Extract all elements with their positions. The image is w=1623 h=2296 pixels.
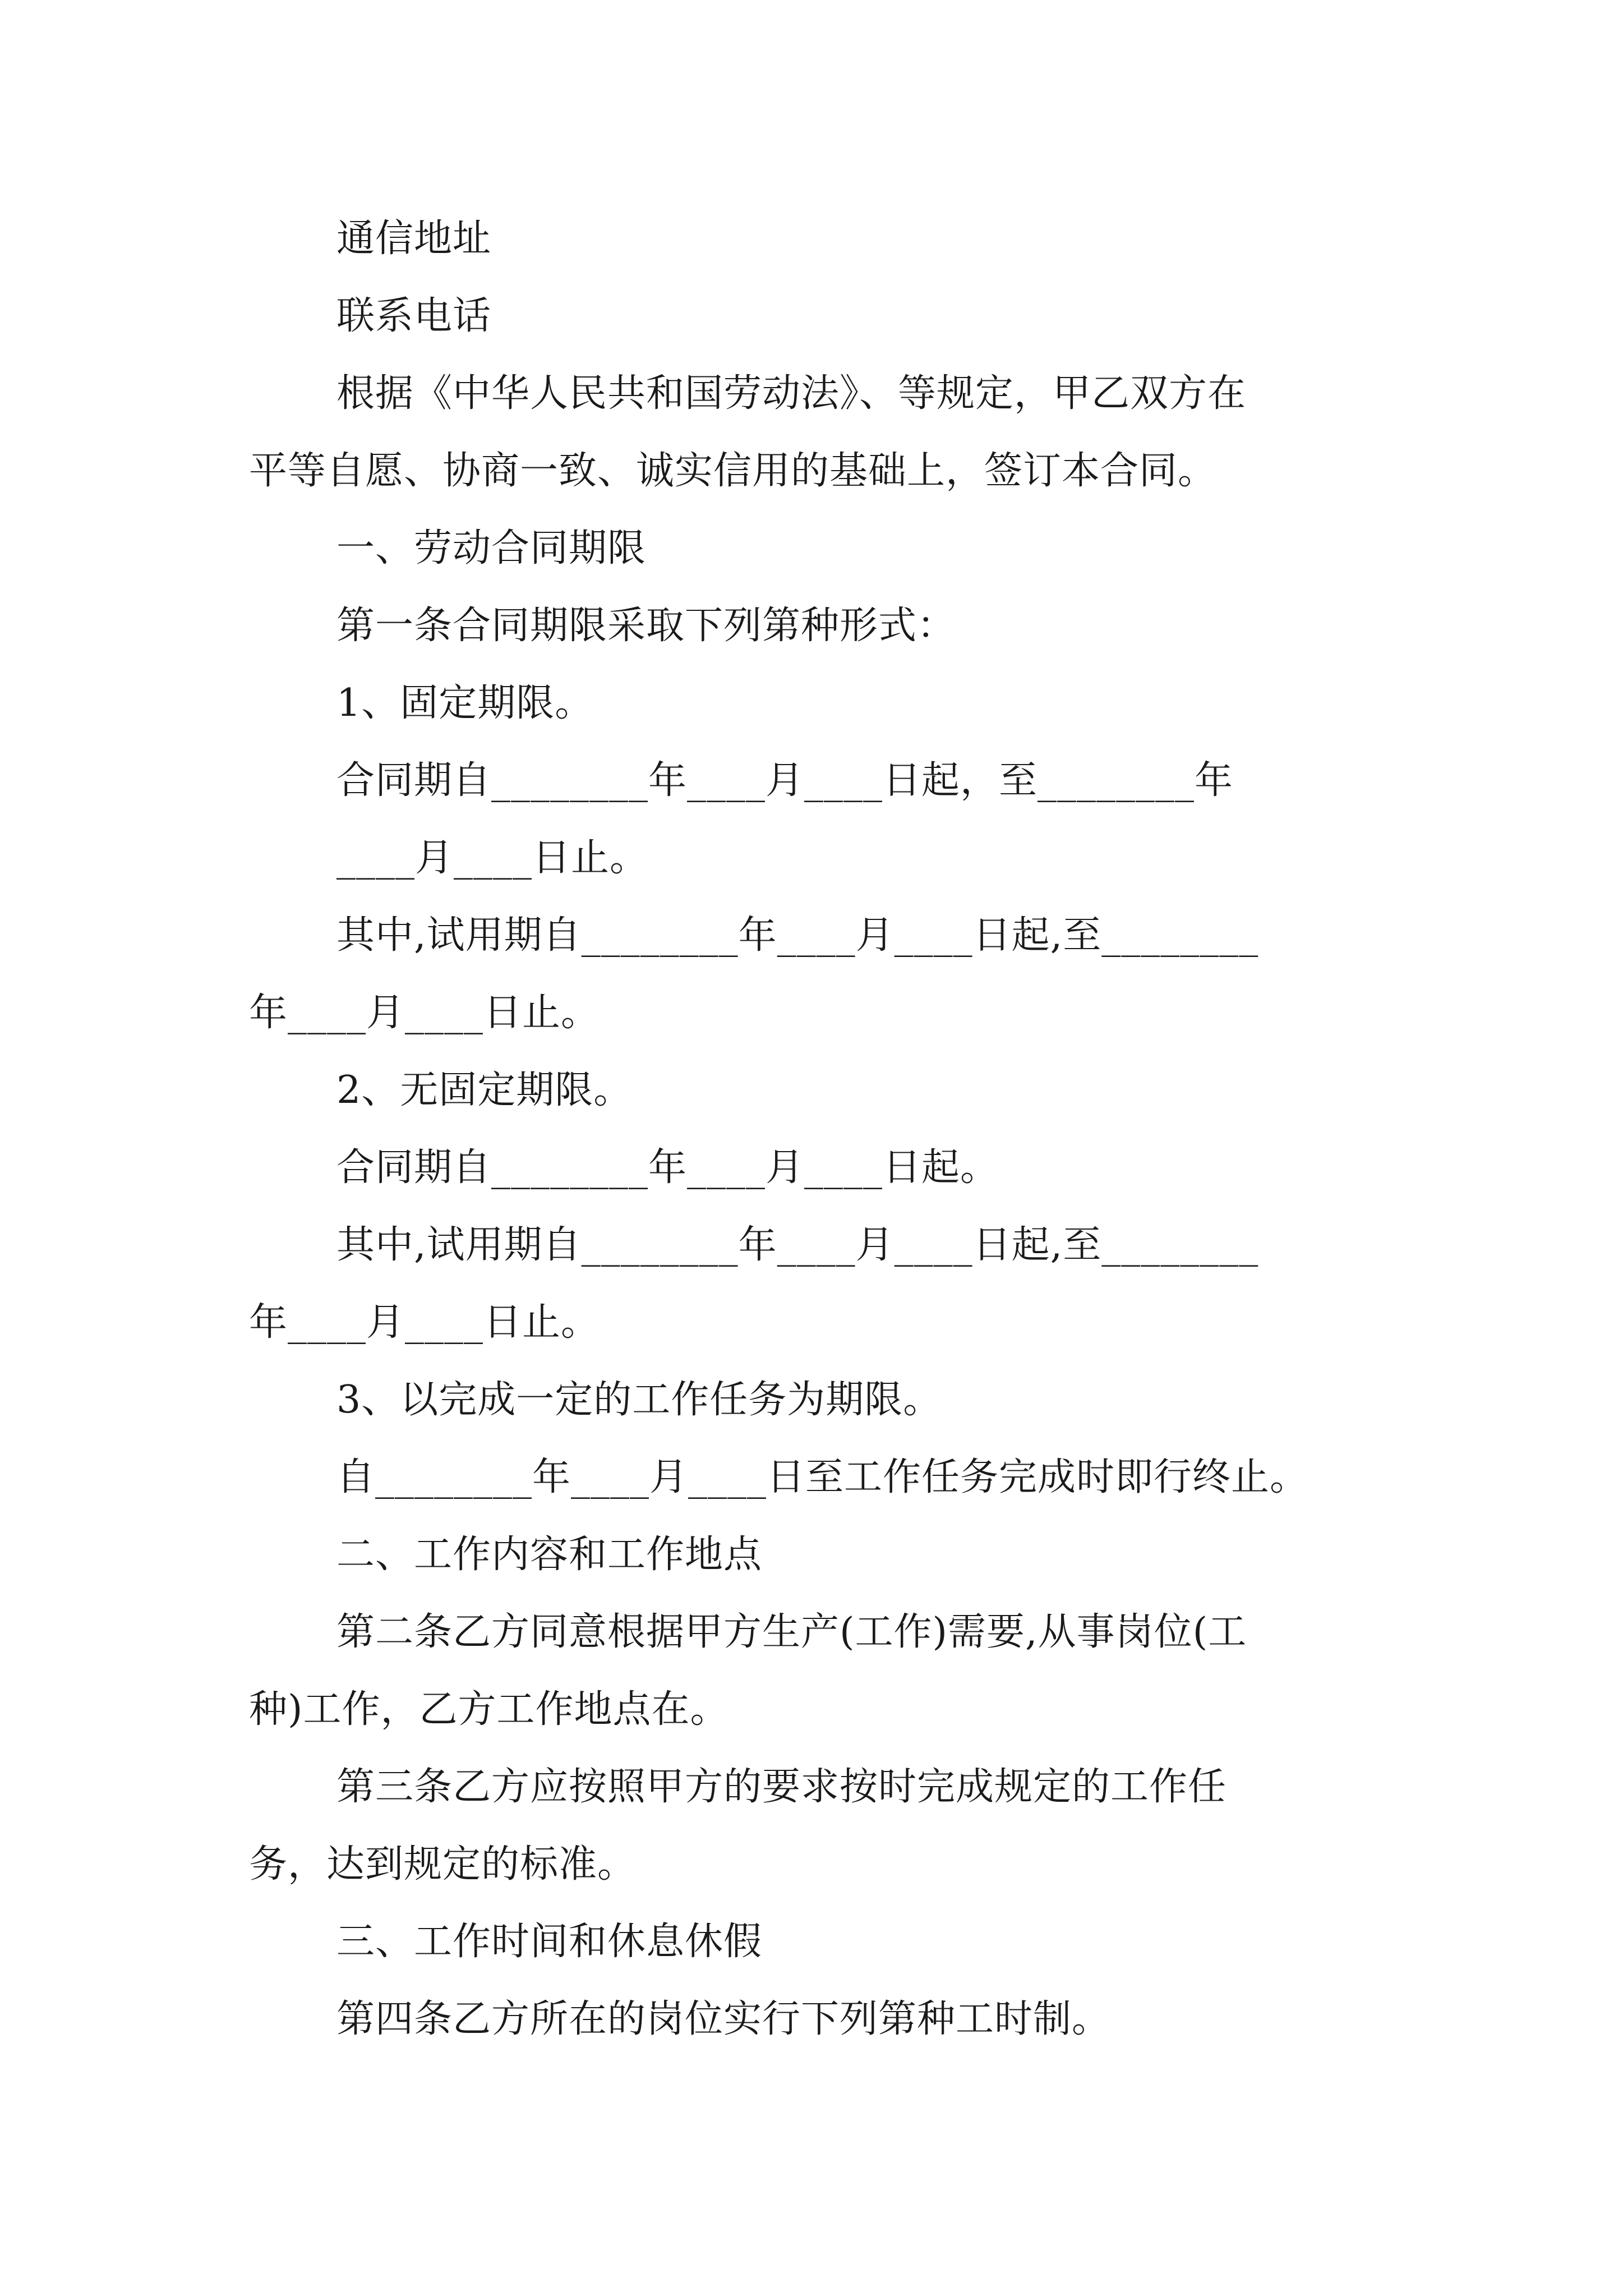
text-line: 第四条乙方所在的岗位实行下列第种工时制。 bbox=[336, 1997, 1111, 2041]
text-line: 平等自愿、协商一致、诚实信用的基础上，签订本合同。 bbox=[249, 449, 1217, 493]
text-line: 年____月____日止。 bbox=[249, 991, 600, 1035]
text-line: 3、以完成一定的工作任务为期限。 bbox=[336, 1378, 942, 1422]
section-heading: 二、工作内容和工作地点 bbox=[336, 1533, 763, 1577]
text-line: 种)工作，乙方工作地点在。 bbox=[249, 1687, 729, 1732]
text-line: 2、无固定期限。 bbox=[336, 1068, 633, 1112]
text-line: 通信地址 bbox=[336, 217, 492, 261]
text-line: 第三条乙方应按照甲方的要求按时完成规定的工作任 bbox=[336, 1765, 1227, 1809]
text-line: 第二条乙方同意根据甲方生产(工作)需要,从事岗位(工 bbox=[336, 1610, 1247, 1654]
text-line: 其中,试用期自________年____月____日起,至________ bbox=[336, 913, 1259, 958]
text-line: 根据《中华人民共和国劳动法》、等规定，甲乙双方在 bbox=[336, 371, 1247, 416]
text-line: 合同期自________年____月____日起，至________年 bbox=[336, 758, 1234, 803]
text-line: 1、固定期限。 bbox=[336, 681, 594, 725]
text-line: 其中,试用期自________年____月____日起,至________ bbox=[336, 1223, 1259, 1267]
text-line: ____月____日止。 bbox=[336, 836, 649, 880]
section-heading: 一、劳动合同期限 bbox=[336, 526, 647, 570]
text-line: 自________年____月____日至工作任务完成时即行终止。 bbox=[336, 1455, 1309, 1499]
text-line: 务，达到规定的标准。 bbox=[249, 1842, 637, 1887]
text-line: 年____月____日止。 bbox=[249, 1300, 600, 1345]
text-line: 第一条合同期限采取下列第种形式： bbox=[336, 604, 956, 648]
text-line: 合同期自________年____月____日起。 bbox=[336, 1145, 999, 1190]
section-heading: 三、工作时间和休息休假 bbox=[336, 1920, 763, 1964]
text-line: 联系电话 bbox=[336, 294, 492, 338]
